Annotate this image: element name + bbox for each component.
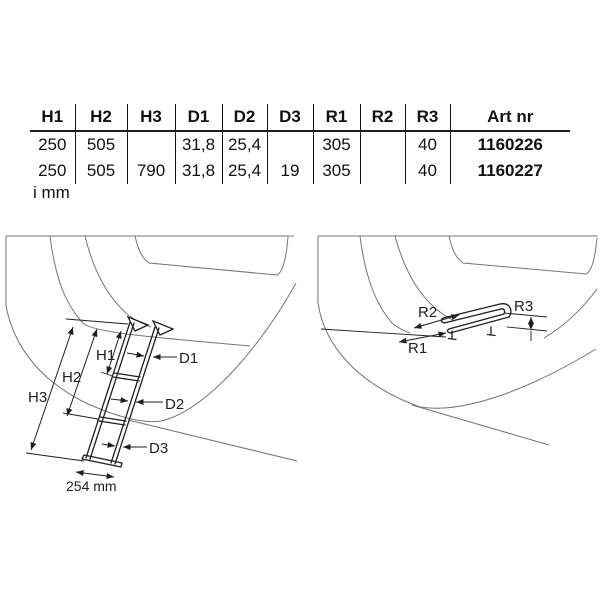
mount-pin-icon — [488, 327, 496, 336]
label-r3: R3 — [514, 298, 534, 315]
header-h2: H2 — [75, 104, 127, 131]
dimension-annotations — [321, 298, 547, 357]
cell-h3: 790 — [127, 158, 175, 184]
cell-d1: 31,8 — [175, 158, 222, 184]
label-d2: D2 — [165, 396, 185, 413]
cell-h2: 505 — [75, 158, 127, 184]
header-d3: D3 — [267, 104, 313, 131]
header-r2: R2 — [360, 104, 405, 131]
cell-r1: 305 — [313, 158, 360, 184]
cell-h3 — [127, 131, 175, 158]
header-d1: D1 — [175, 104, 222, 131]
diagram-ladder-extended — [0, 228, 300, 518]
cell-r2 — [360, 158, 405, 184]
boat-outline — [318, 236, 598, 445]
label-h1: H1 — [96, 347, 116, 364]
label-r1: R1 — [408, 340, 428, 357]
cell-h1: 250 — [30, 158, 75, 184]
cell-r3: 40 — [405, 131, 450, 158]
cell-artnr: 1160227 — [477, 161, 543, 180]
unit-note: i mm — [33, 183, 70, 202]
header-h1: H1 — [30, 104, 75, 131]
cell-d1: 31,8 — [175, 131, 222, 158]
cell-d3 — [267, 131, 313, 158]
boat-outline — [6, 236, 297, 461]
header-artnr: Art nr — [450, 104, 570, 131]
header-d2: D2 — [222, 104, 267, 131]
cell-h1: 250 — [30, 131, 75, 158]
label-d1: D1 — [179, 350, 199, 367]
ladder-folded — [441, 304, 511, 340]
cell-r1: 305 — [313, 131, 360, 158]
cell-d2: 25,4 — [222, 158, 267, 184]
dimension-table — [30, 104, 570, 184]
cell-d2: 25,4 — [222, 131, 267, 158]
mount-hook-icon — [128, 317, 148, 331]
table-row — [30, 131, 570, 158]
cell-r3: 40 — [405, 158, 450, 184]
label-h2: H2 — [62, 369, 82, 386]
label-h3: H3 — [28, 389, 48, 406]
mount-hook-icon — [153, 321, 173, 335]
cell-r2 — [360, 131, 405, 158]
cell-artnr: 1160226 — [477, 135, 543, 154]
label-bottom-width: 254 mm — [66, 478, 117, 494]
label-d3: D3 — [149, 440, 169, 457]
label-r2: R2 — [418, 304, 438, 321]
diagram-ladder-folded — [310, 228, 600, 518]
table-header-row — [30, 104, 570, 131]
cell-h2: 505 — [75, 131, 127, 158]
dimension-annotations — [26, 319, 198, 494]
header-h3: H3 — [127, 104, 175, 131]
header-r3: R3 — [405, 104, 450, 131]
table-row — [30, 158, 570, 184]
header-r1: R1 — [313, 104, 360, 131]
cell-d3: 19 — [267, 158, 313, 184]
